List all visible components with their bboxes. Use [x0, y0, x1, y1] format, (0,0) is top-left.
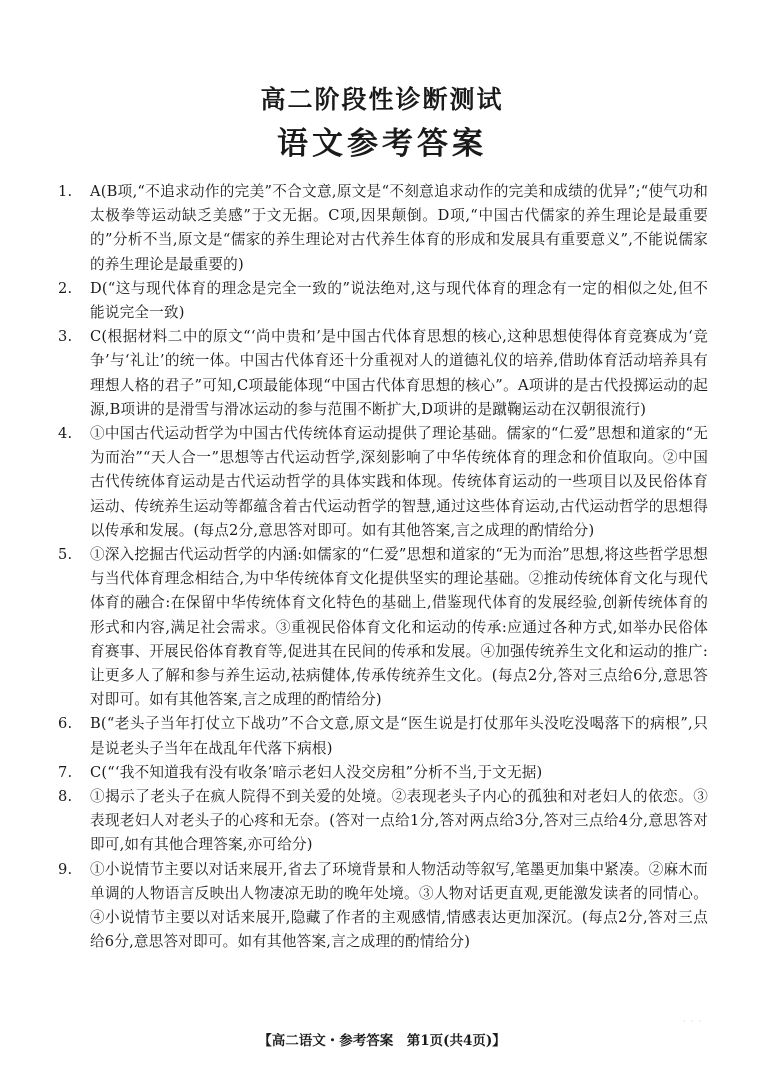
- answer-item-5: [58, 543, 708, 712]
- answer-text: C(“‘我不知道我有没有收条’暗示老妇人没交房租”分析不当,于文无据): [90, 763, 543, 781]
- answer-text: D(“这与现代体育的理念是完全一致的”说法绝对,这与现代体育的理念有一定的相似之处,但不能说完全一致): [90, 279, 708, 322]
- answer-number: 6.: [58, 715, 73, 733]
- answer-text: ①深入挖掘古代运动哲学的内涵:如儒家的“仁爱”思想和道家的“无为而治”思想,将这些哲学思想与当代体育理念相结合,为中华传统体育文化提供坚实的理论基础。②推动传统体育文化与现代体育的融合:在保留中华传统体育文化特色的基础上,借鉴现代体育的发展经验,创新传统体育的形式和内容,满足社会需求。③重视民俗体育文化和运动的传承:应通过各种方式,如举办民俗体育赛事、开展民俗体育教育等,促进其在民间的传承和发展。④加强传统养生文化和运动的推广:让更多人了解和参与养生运动,祛病健体,传承传统养生文化。(每点2分,答对三点给6分,意思答对即可。如有其他答案,言之成理的酌情给分): [90, 546, 708, 709]
- answer-text: C(根据材料二中的原文“‘尚中贵和’是中国古代体育思想的核心,这种思想使得体育竞赛成为‘竞争’与‘礼让’的统一体。中国古代体育还十分重视对人的道德礼仪的培养,借助体育活动培养具有理想人格的君子”可知,C项最能体现“中国古代体育思想的核心”。A项讲的是古代投掷运动的起源,B项讲的是滑雪与滑冰运动的参与范围不断扩大,D项讲的是蹴鞠运动在汉朝很流行): [90, 328, 708, 418]
- answer-item-8: [58, 785, 708, 858]
- answer-number: 7.: [58, 763, 73, 781]
- answer-number: 2.: [58, 279, 73, 297]
- answer-item-3: [58, 325, 708, 422]
- answer-list: [58, 180, 708, 955]
- answer-item-9: [58, 858, 708, 955]
- answer-item-7: [58, 761, 708, 785]
- answer-text: ①中国古代运动哲学为中国古代传统体育运动提供了理论基础。儒家的“仁爱”思想和道家的“无为而治”“天人合一”思想等古代运动哲学,深刻影响了中华传统体育的理念和价值取向。②中国古代传统体育运动是古代运动哲学的具体实践和体现。传统体育运动的一些项目以及民俗体育运动、传统养生运动等都蕴含着古代运动哲学的智慧,通过这些体育运动,古代运动哲学的思想得以传承和发展。(每点2分,意思答对即可。如有其他答案,言之成理的酌情给分): [90, 425, 708, 539]
- answer-item-1: [58, 180, 708, 277]
- answer-item-4: [58, 422, 708, 543]
- document-subtitle: 语文参考答案: [277, 126, 487, 162]
- answer-item-6: [58, 712, 708, 760]
- answer-number: 5.: [58, 546, 73, 564]
- answer-number: 9.: [58, 860, 73, 878]
- answer-text: ①小说情节主要以对话来展开,省去了环境背景和人物活动等叙写,笔墨更加集中紧凑。②麻木而单调的人物语言反映出人物凄凉无助的晚年处境。③人物对话更直观,更能激发读者的同情心。④小说情节主要以对话来展开,隐藏了作者的主观感情,情感表达更加深沉。(每点2分,答对三点给6分,意思答对即可。如有其他答案,言之成理的酌情给分): [90, 860, 708, 951]
- page-footer: 【高二语文・参考答案 第1页(共4页)】: [258, 1033, 506, 1049]
- answer-text: B(“老头子当年打仗立下战功”不合文意,原文是“医生说是打仗那年头没吃没喝落下的病根”,只是说老头子当年在战乱年代落下病根): [90, 715, 708, 757]
- answer-number: 8.: [58, 788, 73, 806]
- answer-item-2: [58, 277, 708, 325]
- answer-number: 4.: [58, 425, 73, 443]
- scan-mark-decoration: · · ·: [683, 1017, 703, 1027]
- answer-text: A(B项,“不追求动作的完美”不合文意,原文是“不刻意追求动作的完美和成绩的优异”;“使气功和太极拳等运动缺乏美感”于文无据。C项,因果颠倒。D项,“中国古代儒家的养生理论是最重要的”分析不当,原文是“儒家的养生理论对古代养生体育的形成和发展具有重要意义”,不能说儒家的养生理论是最重要的): [90, 183, 708, 273]
- answer-number: 3.: [58, 328, 73, 346]
- answer-number: 1.: [58, 183, 73, 200]
- answer-text: ①揭示了老头子在疯人院得不到关爱的处境。②表现老头子内心的孤独和对老妇人的依恋。③表现老妇人对老头子的心疼和无奈。(答对一点给1分,答对两点给3分,答对三点给4分,意思答对即可,如有其他合理答案,亦可给分): [90, 788, 708, 854]
- document-title: 高二阶段性诊断测试: [260, 85, 504, 114]
